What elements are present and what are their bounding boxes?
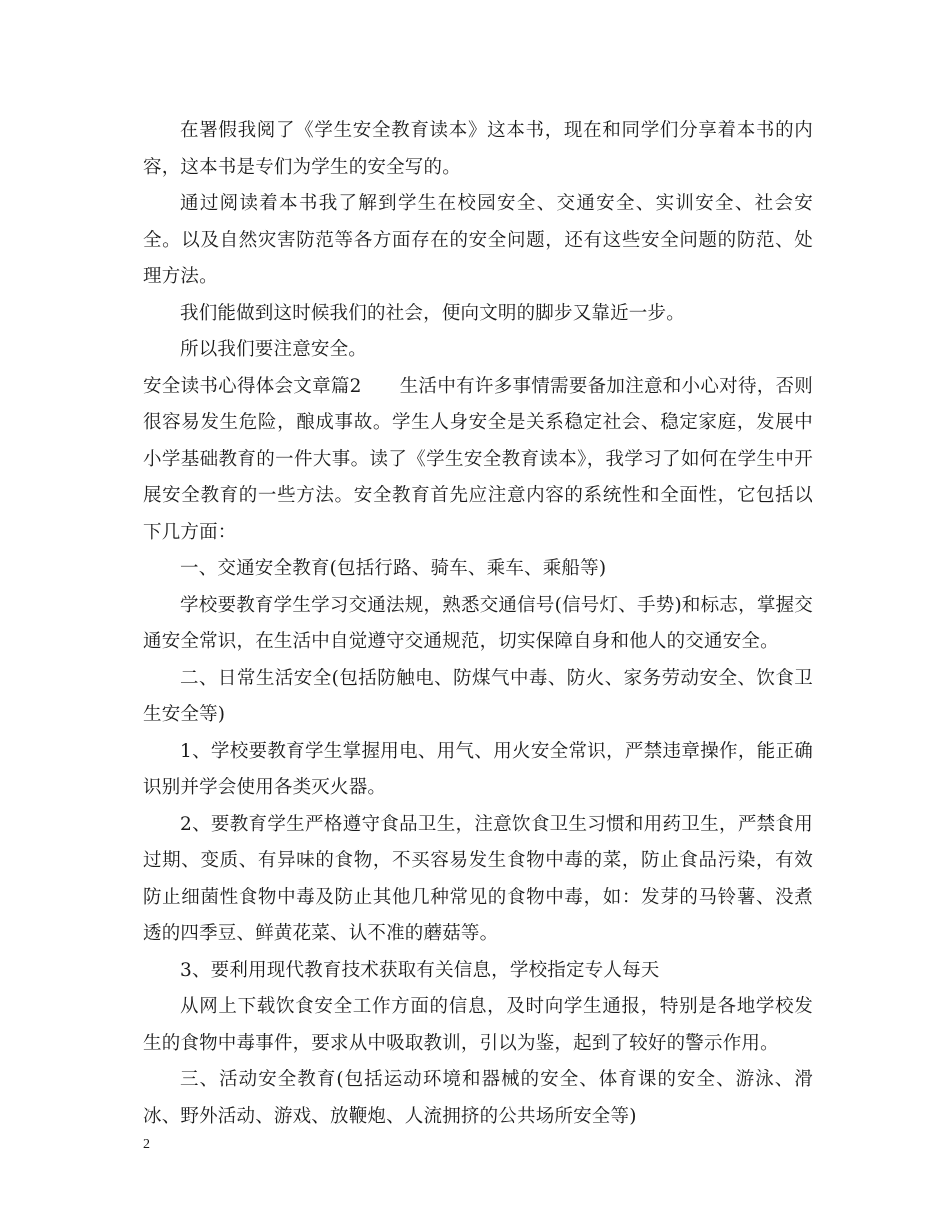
paragraph: 在署假我阅了《学生安全教育读本》这本书，现在和同学们分享着本书的内容，这本书是专们为学生的安全写的。 — [143, 120, 813, 178]
paragraph: 所以我们要注意安全。 — [180, 339, 368, 360]
paragraph: 我们能做到这时候我们的社会，便向文明的脚步又靠近一步。 — [180, 302, 685, 324]
list-item: 1、学校要教育学生掌握用电、用气、用火安全常识，严禁违章操作，能正确识别并学会使用各类灭火器。 — [143, 740, 813, 798]
document-body — [143, 113, 813, 1135]
section-title: 安全读书心得体会文章篇2 — [143, 375, 362, 397]
paragraph: 学校要教育学生学习交通法规，熟悉交通信号(信号灯、手势)和标志，掌握交通安全常识，在生活中自觉遵守交通规范，切实保障自身和他人的交通安全。 — [143, 594, 813, 652]
heading-daily-life-safety: 二、日常生活安全(包括防触电、防煤气中毒、防火、家务劳动安全、饮食卫生安全等) — [143, 667, 813, 725]
list-item: 2、要教育学生严格遵守食品卫生，注意饮食卫生习惯和用药卫生，严禁食用过期、变质、有异味的食物，不买容易发生食物中毒的菜，防止食品污染，有效防止细菌性食物中毒及防止其他几种常见的食物中毒，如：发芽的马铃薯、没煮透的四季豆、鲜黄花菜、认不准的蘑菇等。 — [143, 813, 813, 944]
paragraph: 通过阅读着本书我了解到学生在校园安全、交通安全、实训安全、社会安全。以及自然灾害防范等各方面存在的安全问题，还有这些安全问题的防范、处理方法。 — [143, 193, 813, 287]
section-intro: 生活中有许多事情需要备加注意和小心对待，否则很容易发生危险，酿成事故。学生人身安全是关系稳定社会、稳定家庭，发展中小学基础教育的一件大事。读了《学生安全教育读本》，我学习了如何在学生中开展安全教育的一些方法。安全教育首先应注意内容的系统性和全面性，它包括以下几方面： — [143, 375, 814, 543]
section-heading-paragraph — [143, 369, 813, 552]
list-item: 3、要利用现代教育技术获取有关信息，学校指定专人每天 — [180, 959, 660, 981]
heading-traffic-safety: 一、交通安全教育(包括行路、骑车、乘车、乘船等) — [180, 558, 607, 579]
page-number: 2 — [143, 1137, 150, 1152]
paragraph: 从网上下载饮食安全工作方面的信息，及时向学生通报，特别是各地学校发生的食物中毒事件，要求从中吸取教训，引以为鉴，起到了较好的警示作用。 — [143, 996, 813, 1054]
heading-activity-safety: 三、活动安全教育(包括运动环境和器械的安全、体育课的安全、游泳、滑冰、野外活动、游戏、放鞭炮、人流拥挤的公共场所安全等) — [143, 1069, 813, 1127]
